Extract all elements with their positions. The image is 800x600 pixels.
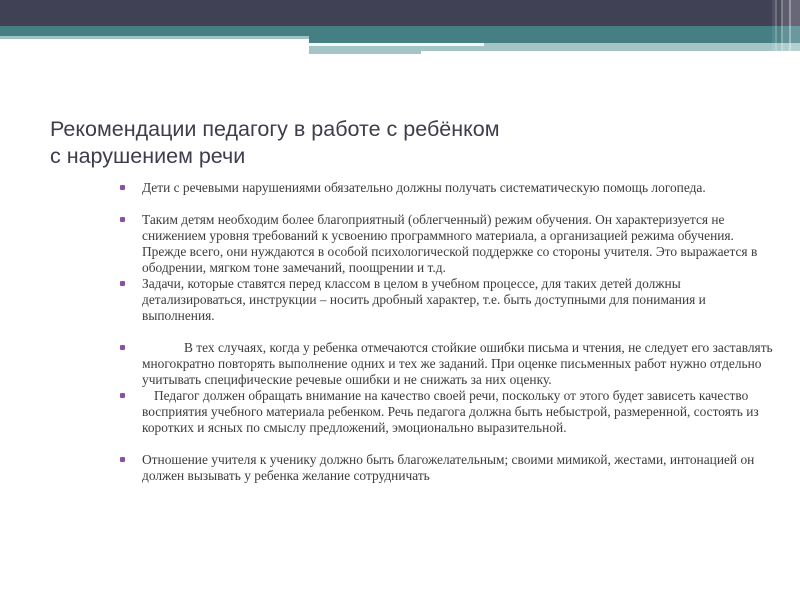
bullet-icon bbox=[120, 393, 125, 398]
bullet-item bbox=[120, 388, 780, 436]
bullet-text: Таким детям необходим более благоприятный (облегченный) режим обучения. Он характеризуется не снижением уровня требований к усвоению программного материала, а организацией режима обучения. Прежде всего, они нуждаются в особой психологической поддержке со стороны учителя. Это выражается в ободрении, мягком тоне замечаний, поощрении и т.д. bbox=[142, 212, 758, 275]
bullet-text: Отношение учителя к ученику должно быть благожелательным; своими мимикой, жестами, интонацией он должен вызывать у ребенка желание сотрудничать bbox=[142, 452, 755, 483]
header-edge-strips bbox=[772, 0, 800, 54]
spacer bbox=[120, 324, 780, 340]
slide-title-line-1: Рекомендации педагогу в работе с ребёнком bbox=[50, 117, 500, 141]
bullet-text: Задачи, которые ставятся перед классом в целом в учебном процессе, для таких детей должны детализироваться, инструкции – носить дробный характер, т.е. быть доступными для понимания и выполнения. bbox=[142, 276, 706, 323]
spacer bbox=[120, 436, 780, 452]
header-band-white-line bbox=[309, 43, 484, 46]
slide-title bbox=[50, 116, 670, 170]
bullet-icon bbox=[120, 185, 125, 190]
bullet-text: Педагог должен обращать внимание на качество своей речи, поскольку от этого будет зависеть качество восприятия учебного материала ребенком. Речь педагога должна быть небыстрой, размеренной, состоять из коротких и ясных по смыслу предложений, эмоционально выразительной. bbox=[142, 388, 759, 435]
bullet-item bbox=[120, 212, 780, 276]
header-band-dark bbox=[0, 0, 800, 26]
header-band-teal bbox=[0, 26, 800, 36]
header-band-teal-right bbox=[309, 36, 800, 43]
bullet-icon bbox=[120, 281, 125, 286]
bullet-item bbox=[120, 180, 780, 196]
header-band-teal-edge bbox=[0, 36, 309, 39]
bullet-icon bbox=[120, 345, 125, 350]
bullet-icon bbox=[120, 217, 125, 222]
bullet-text: В тех случаях, когда у ребенка отмечаются стойкие ошибки письма и чтения, не следует его заставлять многократно повторять выполнение одних и тех же заданий. При оценке письменных работ нужно отдельно учитывать специфические речевые ошибки и не снижать за них оценку. bbox=[142, 340, 773, 387]
bullet-item bbox=[120, 340, 780, 388]
header-band-light-cut bbox=[421, 51, 800, 54]
bullet-icon bbox=[120, 457, 125, 462]
bullet-item bbox=[120, 452, 780, 484]
bullet-text: Дети с речевыми нарушениями обязательно должны получать систематическую помощь логопеда. bbox=[142, 180, 706, 195]
spacer bbox=[120, 196, 780, 212]
slide-title-line-2: с нарушением речи bbox=[50, 144, 246, 168]
bullet-item bbox=[120, 276, 780, 324]
slide-content bbox=[120, 180, 780, 484]
